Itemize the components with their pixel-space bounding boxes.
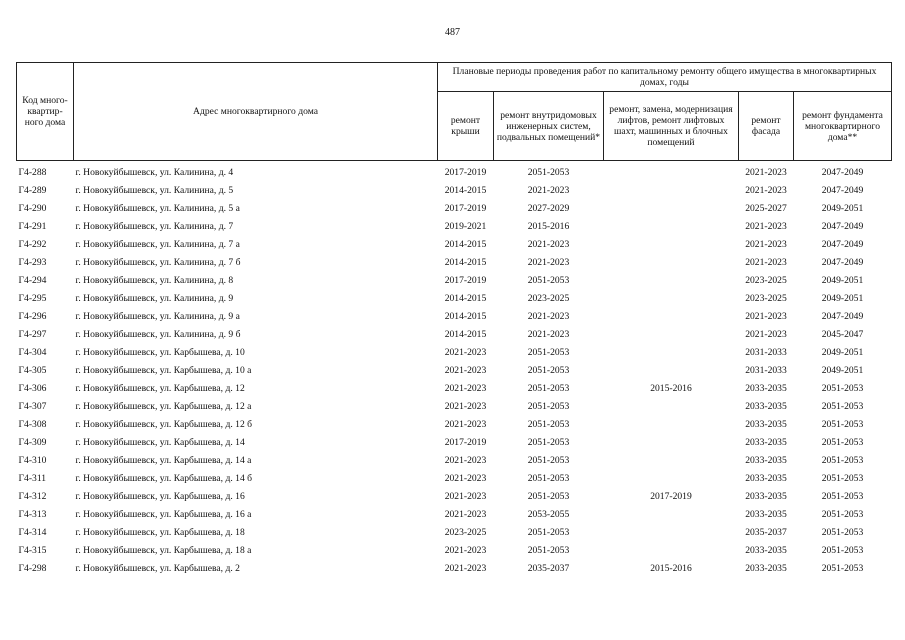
cell-address: г. Новокуйбышевск, ул. Калинина, д. 5 а [75,202,240,214]
cell-code: Г4-288 [18,166,47,178]
cell-elevators [604,433,739,451]
cell-roof: 2014-2015 [444,310,487,322]
cell-code: Г4-295 [18,292,47,304]
cell-roof: 2017-2019 [444,202,487,214]
cell-roof: 2017-2019 [444,436,487,448]
cell-foundation: 2047-2049 [821,184,864,196]
cell-address: г. Новокуйбышевск, ул. Калинина, д. 9 б [75,328,241,340]
cell-foundation: 2051-2053 [821,562,864,574]
cell-address: г. Новокуйбышевск, ул. Калинина, д. 5 [75,184,234,196]
cell-code: Г4-297 [18,328,47,340]
cell-foundation: 2049-2051 [821,202,864,214]
cell-facade: 2021-2023 [745,310,787,322]
cell-facade: 2021-2023 [745,238,787,250]
cell-address: г. Новокуйбышевск, ул. Калинина, д. 9 а [75,310,240,322]
cell-code: Г4-289 [18,184,47,196]
cell-code: Г4-296 [18,310,47,322]
cell-utilities: 2051-2053 [527,382,570,394]
cell-foundation: 2051-2053 [821,508,864,520]
cell-utilities: 2051-2053 [527,472,570,484]
cell-utilities: 2035-2037 [527,562,570,574]
cell-facade: 2031-2033 [745,346,787,358]
cell-roof: 2017-2019 [444,274,487,286]
table-row [17,397,892,415]
cell-utilities: 2051-2053 [527,526,570,538]
table-row [17,271,892,289]
cell-code: Г4-304 [18,346,47,358]
cell-roof: 2021-2023 [444,544,487,556]
cell-foundation: 2047-2049 [821,238,864,250]
cell-code: Г4-311 [18,472,47,484]
header-roof: ремонт крыши [438,92,494,161]
cell-elevators [604,361,739,379]
table-row [17,325,892,343]
cell-utilities: 2021-2023 [527,238,570,250]
cell-roof: 2021-2023 [444,346,487,358]
cell-facade: 2033-2035 [745,490,787,502]
cell-foundation: 2051-2053 [821,418,864,430]
capital-repair-schedule-table [16,62,892,577]
table-row [17,541,892,559]
cell-foundation: 2051-2053 [821,472,864,484]
cell-foundation: 2047-2049 [821,166,864,178]
cell-roof: 2021-2023 [444,472,487,484]
cell-facade: 2035-2037 [745,526,787,538]
cell-facade: 2033-2035 [745,454,787,466]
cell-utilities: 2027-2029 [527,202,570,214]
cell-utilities: 2015-2016 [527,220,570,232]
cell-elevators [604,325,739,343]
header-facade: ремонт фасада [739,92,794,161]
header-elevators: ремонт, замена, модернизация лифтов, ремонт лифтовых шахт, машинных и блочных помещений [604,92,739,161]
cell-code: Г4-294 [18,274,47,286]
cell-foundation: 2047-2049 [821,220,864,232]
cell-address: г. Новокуйбышевск, ул. Карбышева, д. 14 б [75,472,253,484]
cell-elevators [604,451,739,469]
cell-foundation: 2051-2053 [821,436,864,448]
cell-elevators [604,469,739,487]
cell-facade: 2021-2023 [745,166,787,178]
cell-foundation: 2051-2053 [821,544,864,556]
cell-roof: 2014-2015 [444,256,487,268]
cell-roof: 2014-2015 [444,292,487,304]
cell-code: Г4-290 [18,202,47,214]
cell-foundation: 2049-2051 [821,274,864,286]
header-utilities: ремонт внутридомовых инженерных систем, подвальных помещений* [494,92,604,161]
cell-facade: 2033-2035 [745,382,787,394]
cell-foundation: 2047-2049 [821,256,864,268]
cell-elevators [604,181,739,199]
cell-utilities: 2051-2053 [527,436,570,448]
cell-utilities: 2021-2023 [527,184,570,196]
cell-utilities: 2021-2023 [527,310,570,322]
cell-facade: 2033-2035 [745,544,787,556]
cell-utilities: 2051-2053 [527,490,570,502]
cell-roof: 2014-2015 [444,328,487,340]
cell-address: г. Новокуйбышевск, ул. Калинина, д. 7 б [75,256,241,268]
cell-elevators [604,253,739,271]
cell-code: Г4-291 [18,220,47,232]
cell-foundation: 2047-2049 [821,310,864,322]
cell-code: Г4-309 [18,436,47,448]
cell-roof: 2019-2021 [444,220,487,232]
cell-foundation: 2051-2053 [821,454,864,466]
table-row [17,361,892,379]
cell-facade: 2021-2023 [745,256,787,268]
cell-code: Г4-292 [18,238,47,250]
cell-foundation: 2051-2053 [821,490,864,502]
cell-utilities: 2051-2053 [527,418,570,430]
cell-foundation: 2049-2051 [821,292,864,304]
cell-elevators [604,343,739,361]
cell-elevators: 2017-2019 [650,490,692,502]
cell-elevators [604,161,739,182]
table-row [17,451,892,469]
cell-roof: 2017-2019 [444,166,487,178]
cell-utilities: 2021-2023 [527,328,570,340]
cell-roof: 2021-2023 [444,400,487,412]
cell-elevators: 2015-2016 [650,562,692,574]
cell-facade: 2025-2027 [745,202,787,214]
cell-address: г. Новокуйбышевск, ул. Карбышева, д. 12 [75,382,245,394]
cell-code: Г4-306 [18,382,47,394]
cell-elevators [604,271,739,289]
cell-elevators [604,235,739,253]
cell-utilities: 2023-2025 [527,292,570,304]
cell-roof: 2014-2015 [444,184,487,196]
cell-address: г. Новокуйбышевск, ул. Калинина, д. 7 [75,220,234,232]
cell-elevators [604,397,739,415]
table-row [17,469,892,487]
cell-roof: 2021-2023 [444,454,487,466]
cell-facade: 2023-2025 [745,292,787,304]
cell-utilities: 2051-2053 [527,274,570,286]
cell-foundation: 2045-2047 [821,328,864,340]
table-header [17,63,892,161]
cell-foundation: 2049-2051 [821,346,864,358]
table-row [17,559,892,577]
table-row [17,307,892,325]
cell-roof: 2014-2015 [444,238,487,250]
cell-code: Г4-305 [18,364,47,376]
cell-address: г. Новокуйбышевск, ул. Карбышева, д. 12 а [75,400,252,412]
cell-utilities: 2051-2053 [527,454,570,466]
table-row [17,217,892,235]
cell-elevators: 2015-2016 [650,382,692,394]
cell-elevators [604,217,739,235]
cell-facade: 2021-2023 [745,328,787,340]
cell-code: Г4-314 [18,526,47,538]
cell-elevators [604,541,739,559]
cell-roof: 2021-2023 [444,508,487,520]
cell-utilities: 2051-2053 [527,364,570,376]
cell-address: г. Новокуйбышевск, ул. Калинина, д. 9 [75,292,234,304]
cell-address: г. Новокуйбышевск, ул. Карбышева, д. 18 [75,526,245,538]
cell-code: Г4-313 [18,508,47,520]
cell-roof: 2021-2023 [444,562,487,574]
cell-facade: 2031-2033 [745,364,787,376]
cell-roof: 2021-2023 [444,382,487,394]
cell-address: г. Новокуйбышевск, ул. Карбышева, д. 16 [75,490,245,502]
table-row [17,289,892,307]
cell-roof: 2021-2023 [444,418,487,430]
cell-utilities: 2051-2053 [527,400,570,412]
cell-facade: 2033-2035 [745,418,787,430]
cell-utilities: 2021-2023 [527,256,570,268]
cell-roof: 2021-2023 [444,364,487,376]
cell-address: г. Новокуйбышевск, ул. Калинина, д. 8 [75,274,234,286]
table-row [17,161,892,182]
table-row [17,415,892,433]
header-planned-periods: Плановые периоды проведения работ по капитальному ремонту общего имущества в многоквартирных домах, годы [438,63,892,92]
cell-code: Г4-308 [18,418,47,430]
table-row [17,433,892,451]
cell-address: г. Новокуйбышевск, ул. Карбышева, д. 14 а [75,454,252,466]
cell-address: г. Новокуйбышевск, ул. Карбышева, д. 14 [75,436,245,448]
cell-elevators [604,199,739,217]
cell-facade: 2023-2025 [745,274,787,286]
cell-elevators [604,415,739,433]
cell-roof: 2023-2025 [444,526,487,538]
cell-foundation: 2049-2051 [821,364,864,376]
cell-foundation: 2051-2053 [821,400,864,412]
cell-elevators [604,505,739,523]
header-code: Код много-квартир-ного дома [17,63,74,161]
cell-address: г. Новокуйбышевск, ул. Карбышева, д. 18 а [75,544,252,556]
cell-facade: 2033-2035 [745,472,787,484]
cell-facade: 2033-2035 [745,508,787,520]
header-foundation: ремонт фундамента многоквартирного дома** [794,92,892,161]
cell-elevators [604,523,739,541]
cell-roof: 2021-2023 [444,490,487,502]
table-row [17,379,892,397]
cell-foundation: 2051-2053 [821,382,864,394]
cell-facade: 2033-2035 [745,400,787,412]
cell-address: г. Новокуйбышевск, ул. Карбышева, д. 12 б [75,418,253,430]
cell-utilities: 2051-2053 [527,346,570,358]
cell-address: г. Новокуйбышевск, ул. Калинина, д. 7 а [75,238,240,250]
cell-address: г. Новокуйбышевск, ул. Карбышева, д. 16 а [75,508,252,520]
cell-facade: 2033-2035 [745,436,787,448]
cell-address: г. Новокуйбышевск, ул. Карбышева, д. 2 [75,562,240,574]
page-number: 487 [445,27,460,38]
cell-elevators [604,307,739,325]
cell-code: Г4-315 [18,544,47,556]
cell-elevators [604,289,739,307]
cell-code: Г4-312 [18,490,47,502]
cell-facade: 2033-2035 [745,562,787,574]
cell-code: Г4-310 [18,454,47,466]
table-row [17,235,892,253]
cell-utilities: 2051-2053 [527,166,570,178]
table-row [17,523,892,541]
cell-code: Г4-307 [18,400,47,412]
header-address: Адрес многоквартирного дома [74,63,438,161]
table-row [17,199,892,217]
table-row [17,343,892,361]
cell-code: Г4-298 [18,562,47,574]
cell-facade: 2021-2023 [745,184,787,196]
cell-foundation: 2051-2053 [821,526,864,538]
table-row [17,505,892,523]
cell-address: г. Новокуйбышевск, ул. Карбышева, д. 10 [75,346,245,358]
cell-code: Г4-293 [18,256,47,268]
cell-facade: 2021-2023 [745,220,787,232]
cell-utilities: 2051-2053 [527,544,570,556]
table-row [17,181,892,199]
cell-address: г. Новокуйбышевск, ул. Карбышева, д. 10 а [75,364,252,376]
cell-address: г. Новокуйбышевск, ул. Калинина, д. 4 [75,166,234,178]
table-row [17,487,892,505]
cell-utilities: 2053-2055 [527,508,570,520]
table-row [17,253,892,271]
table-body [17,161,892,578]
